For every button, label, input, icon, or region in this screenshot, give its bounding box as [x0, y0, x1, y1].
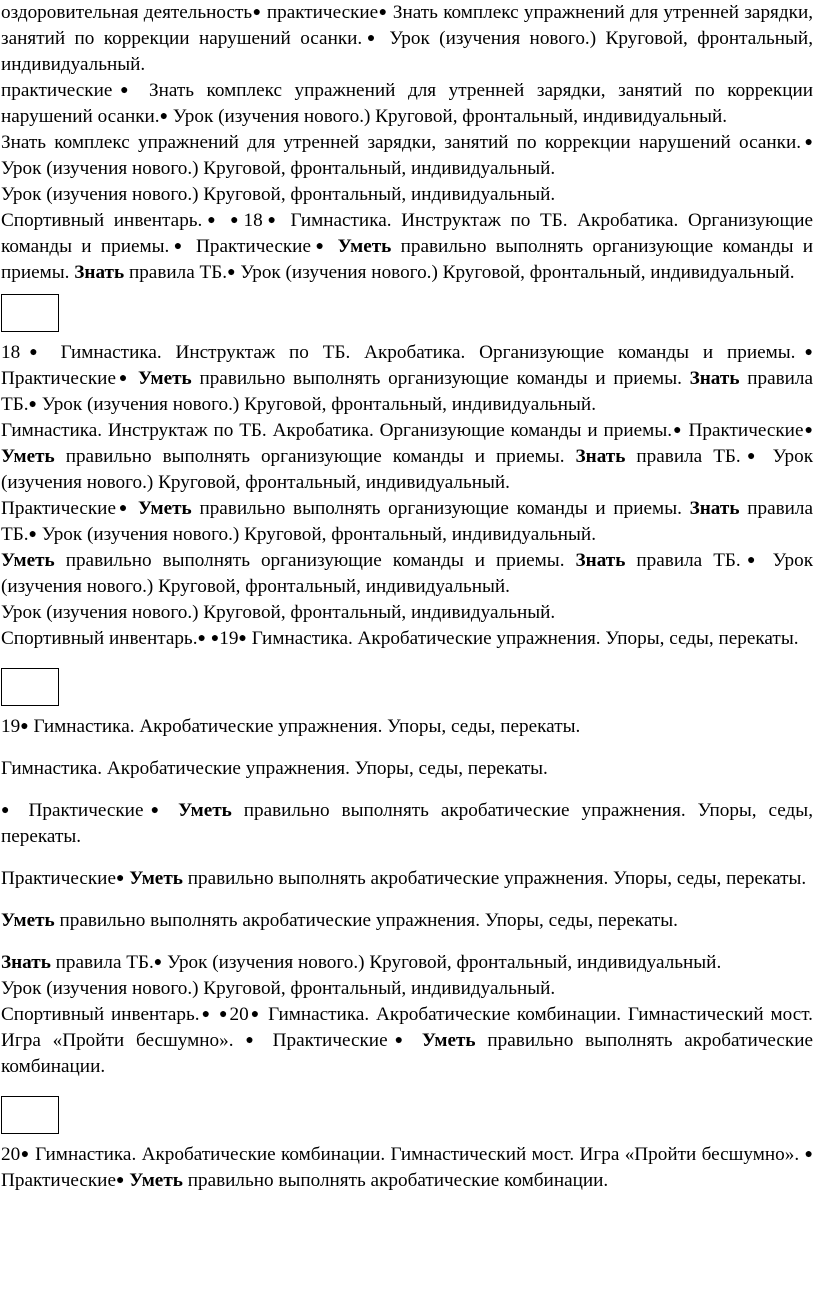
bullet-icon: ●: [202, 213, 221, 228]
bullet-icon: ●: [115, 371, 131, 386]
paragraph: Практические● Уметь правильно выполнять организующие команды и приемы. Знать правила ТБ.● Урок (изучения нового.) Круговой, фронтальный, индивидуальный.: [1, 498, 814, 545]
bullet-icon: ●: [248, 1007, 262, 1022]
paragraph: 20● Гимнастика. Акробатические комбинации. Гимнастический мост. Игра «Пройти бесшумно». ● Практические● Уметь правильно выполнять акробатические комбинации.: [1, 1144, 814, 1191]
paragraph: Гимнастика. Инструктаж по ТБ. Акробатика. Организующие команды и приемы.● Практические● Уметь правильно выполнять организующие команды и приемы. Знать правила ТБ.● Урок (изучения нового.) Круговой, фронтальный, индивидуальный.: [1, 420, 814, 493]
bullet-icon: ●: [20, 345, 47, 360]
bullet-icon: ●: [210, 631, 220, 646]
paragraph: Уметь правильно выполнять организующие команды и приемы. Знать правила ТБ.● Урок (изучения нового.) Круговой, фронтальный, индивидуальный.: [1, 550, 814, 597]
bullet-icon: ●: [740, 553, 762, 568]
bullet-icon: ●: [115, 871, 125, 886]
bullet-icon: ●: [230, 213, 244, 228]
bullet-icon: ●: [153, 955, 163, 970]
bullet-icon: ●: [28, 527, 38, 542]
bullet-icon: ●: [199, 1007, 213, 1022]
empty-box: [1, 1096, 59, 1134]
bullet-icon: ●: [112, 83, 137, 98]
bullet-icon: ●: [20, 719, 29, 734]
bullet-icon: ●: [362, 31, 380, 46]
paragraph: Спортивный инвентарь.● ●18● Гимнастика. Инструктаж по ТБ. Акробатика. Организующие команды и приемы.● Практические● Уметь правильно выполнять организующие команды и приемы. Знать правила ТБ.● Урок (изучения нового.) Круговой, фронтальный, индивидуальный.: [1, 210, 814, 283]
bullet-icon: ●: [169, 239, 187, 254]
bullet-icon: ●: [804, 1147, 814, 1162]
bullet-icon: ●: [1, 803, 17, 818]
bullet-icon: ●: [672, 423, 683, 438]
bullet-icon: ●: [803, 423, 813, 438]
paragraph: оздоровительная деятельность● практические● Знать комплекс упражнений для утренней зарядки, занятий по коррекции нарушений осанки.● Урок (изучения нового.) Круговой, фронтальный, индивидуальный.: [1, 2, 814, 75]
bullet-icon: ●: [262, 213, 281, 228]
bullet-icon: ●: [387, 1033, 411, 1048]
bullet-icon: ●: [143, 803, 167, 818]
bullet-icon: ●: [20, 1147, 30, 1162]
paragraph: ● Практические● Уметь правильно выполнять акробатические упражнения. Упоры, седы, перекаты.: [1, 800, 813, 847]
paragraph: 18● Гимнастика. Инструктаж по ТБ. Акробатика. Организующие команды и приемы.● Практические● Уметь правильно выполнять организующие команды и приемы. Знать правила ТБ.● Урок (изучения нового.) Круговой, фронтальный, индивидуальный.: [1, 342, 814, 415]
paragraph: Уметь правильно выполнять акробатические упражнения. Упоры, седы, перекаты.: [1, 910, 678, 931]
bullet-icon: ●: [378, 5, 388, 20]
bullet-icon: ●: [197, 631, 206, 646]
paragraph: Урок (изучения нового.) Круговой, фронтальный, индивидуальный.: [1, 978, 556, 999]
bullet-icon: ●: [252, 5, 262, 20]
bullet-icon: ●: [801, 135, 813, 150]
bullet-icon: ●: [218, 1007, 230, 1022]
bullet-icon: ●: [115, 1173, 125, 1188]
bullet-icon: ●: [740, 449, 762, 464]
paragraph: Практические● Уметь правильно выполнять акробатические упражнения. Упоры, седы, перекаты.: [1, 868, 807, 889]
bullet-icon: ●: [159, 109, 169, 124]
paragraph: Урок (изучения нового.) Круговой, фронтальный, индивидуальный.: [1, 184, 556, 205]
paragraph: Знать правила ТБ.● Урок (изучения нового.) Круговой, фронтальный, индивидуальный.: [1, 952, 722, 973]
paragraph: Спортивный инвентарь.● ●19● Гимнастика. Акробатические упражнения. Упоры, седы, перекаты.: [1, 628, 799, 649]
empty-box: [1, 294, 59, 332]
paragraph: Знать комплекс упражнений для утренней зарядки, занятий по коррекции нарушений осанки.● Урок (изучения нового.) Круговой, фронтальный, индивидуальный.: [1, 132, 813, 179]
bullet-icon: ●: [28, 397, 38, 412]
empty-box: [1, 668, 59, 706]
bullet-icon: ●: [115, 501, 131, 516]
bullet-icon: ●: [310, 239, 329, 254]
paragraph: Гимнастика. Акробатические упражнения. Упоры, седы, перекаты.: [1, 758, 548, 779]
bullet-icon: ●: [245, 1033, 261, 1048]
paragraph: Урок (изучения нового.) Круговой, фронтальный, индивидуальный.: [1, 602, 556, 623]
bullet-icon: ●: [238, 631, 247, 646]
paragraph: практические● Знать комплекс упражнений для утренней зарядки, занятий по коррекции нарушений осанки.● Урок (изучения нового.) Круговой, фронтальный, индивидуальный.: [1, 80, 813, 127]
paragraph: Спортивный инвентарь.● ●20● Гимнастика. Акробатические комбинации. Гимнастический мост. Игра «Пройти бесшумно». ● Практические● Уметь правильно выполнять акробатические комбинации.: [1, 1004, 813, 1077]
paragraph: 19● Гимнастика. Акробатические упражнения. Упоры, седы, перекаты.: [1, 716, 581, 737]
bullet-icon: ●: [795, 345, 813, 360]
bullet-icon: ●: [227, 265, 236, 280]
